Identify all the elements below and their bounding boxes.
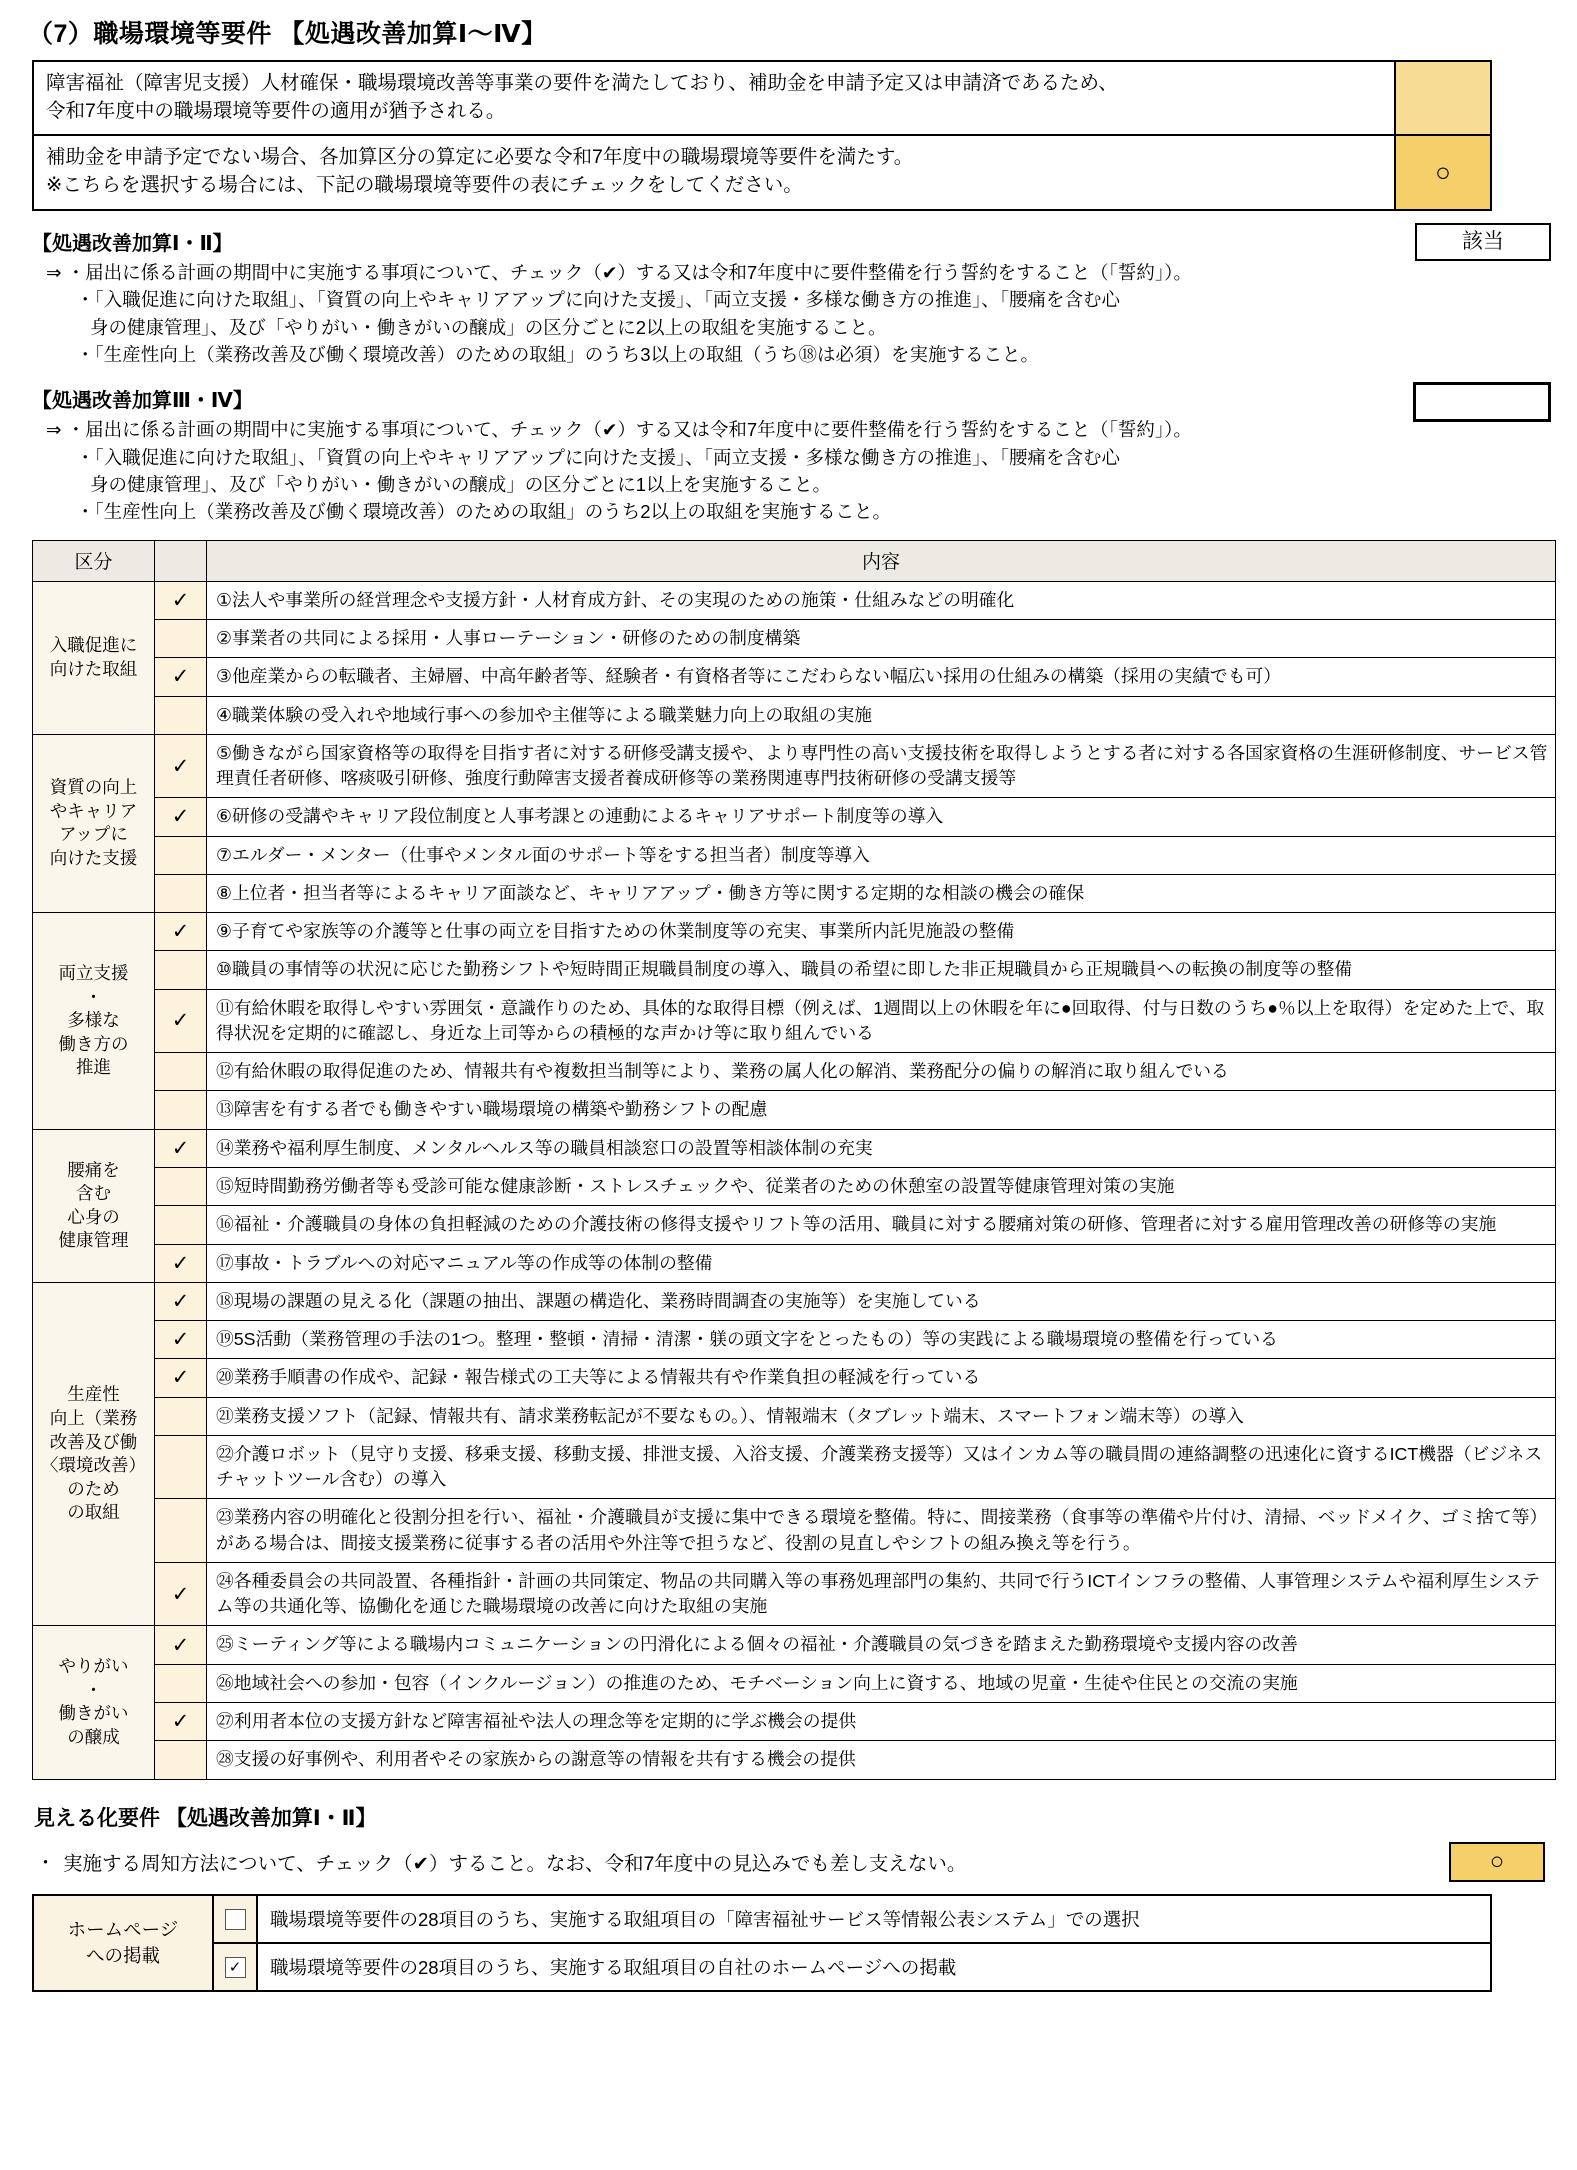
table-row xyxy=(33,1091,1556,1129)
table-row xyxy=(33,874,1556,912)
requirement-text: ⑦エルダー・メンター（仕事やメンタル面のサポート等をする担当者）制度等導入 xyxy=(207,836,1556,874)
table-row xyxy=(33,620,1556,658)
table-row xyxy=(33,734,1556,798)
requirement-text: ⑧上位者・担当者等によるキャリア面談など、キャリアアップ・働き方等に関する定期的な相談の機会の確保 xyxy=(207,874,1556,912)
table-row xyxy=(33,658,1556,696)
checkbox-cell[interactable]: ✓ xyxy=(155,1282,207,1320)
requirement-text: ①法人や事業所の経営理念や支援方針・人材育成方針、その実現のための施策・仕組みなどの明確化 xyxy=(207,581,1556,619)
table-row xyxy=(33,798,1556,836)
checkbox-cell[interactable]: ✓ xyxy=(155,581,207,619)
table-row xyxy=(33,1168,1556,1206)
kubun-cell: 両立支援 ・ 多様な 働き方の 推進 xyxy=(33,913,155,1130)
requirement-text: ⑥研修の受講やキャリア段位制度と人事考課との連動によるキャリアサポート制度等の導入 xyxy=(207,798,1556,836)
mieruka-instruction-row xyxy=(36,1842,1551,1882)
requirement-text: ㉒介護ロボット（見守り支援、移乗支援、移動支援、排泄支援、入浴支援、介護業務支援等）又はインカム等の職員間の連絡調整の迅速化に資するICT機器（ビジネスチャットツール含む）の導入 xyxy=(207,1435,1556,1499)
table-row xyxy=(33,696,1556,734)
column-header-check xyxy=(155,540,207,581)
kubun-cell: 資質の向上 やキャリア アップに 向けた支援 xyxy=(33,734,155,912)
status-badge-kasan-3-4[interactable] xyxy=(1413,382,1551,422)
table-row xyxy=(33,581,1556,619)
checkbox-cell[interactable] xyxy=(155,874,207,912)
section-heading-kasan-3-4: 【処遇改善加算Ⅲ・Ⅳ】 xyxy=(32,390,253,413)
section-line: ・「入職促進に向けた取組」、「資質の向上やキャリアアップに向けた支援」、「両立支援・多様な働き方の推進」、「腰痛を含む心 xyxy=(76,446,1120,468)
table-row xyxy=(33,1943,1491,1991)
table-row xyxy=(33,61,1491,135)
requirement-text: ⑯福祉・介護職員の身体の負担軽減のための介護技術の修得支援やリフト等の活用、職員に対する腰痛対策の研修、管理者に対する雇用管理改善の研修等の実施 xyxy=(207,1206,1556,1244)
checkbox-cell[interactable] xyxy=(155,1435,207,1499)
table-row xyxy=(33,989,1556,1053)
checkbox-icon[interactable] xyxy=(225,1909,246,1930)
section-line: ・「生産性向上（業務改善及び働く環境改善）のための取組」のうち2以上の取組を実施すること。 xyxy=(76,501,892,523)
requirement-text: ⑳業務手順書の作成や、記録・報告様式の工夫等による情報共有や作業負担の軽減を行っている xyxy=(207,1359,1556,1397)
table-row xyxy=(33,1435,1556,1499)
kubun-cell: やりがい ・ 働きがい の醸成 xyxy=(33,1626,155,1779)
homepage-publication-table xyxy=(32,1894,1492,1992)
requirement-text: ㉔各種委員会の共同設置、各種指針・計画の共同策定、物品の共同購入等の事務処理部門の集約、共同で行うICTインフラの整備、人事管理システムや福利厚生システム等の共通化等、協働化を通じた職場環境の改善に向けた取組の実施 xyxy=(207,1562,1556,1626)
checkbox-cell[interactable] xyxy=(155,951,207,989)
section-kasan-1-2 xyxy=(32,227,1551,369)
checkbox-cell[interactable]: ✓ xyxy=(155,658,207,696)
requirement-text: ⑪有給休暇を取得しやすい雰囲気・意識作りのため、具体的な取得目標（例えば、1週間以上の休暇を年に●回取得、付与日数のうち●％以上を取得）を定めた上で、取得状況を定期的に確認し、身近な上司等からの積極的な声かけ等に取り組んでいる xyxy=(207,989,1556,1053)
requirement-text: ⑭業務や福利厚生制度、メンタルヘルス等の職員相談窓口の設置等相談体制の充実 xyxy=(207,1129,1556,1167)
checkbox-cell[interactable] xyxy=(155,1741,207,1779)
table-row xyxy=(33,1895,1491,1943)
checkbox-cell[interactable]: ✓ xyxy=(155,1359,207,1397)
requirement-text: ⑤働きながら国家資格等の取得を目指す者に対する研修受講支援や、より専門性の高い支援技術を取得しようとする者に対する各国家資格の生涯研修制度、サービス管理責任者研修、喀痰吸引研修、強度行動障害支援者養成研修等の業務関連専門技術研修の受講支援等 xyxy=(207,734,1556,798)
requirement-text: ②事業者の共同による採用・人事ローテーション・研修のための制度構築 xyxy=(207,620,1556,658)
table-row xyxy=(33,1053,1556,1091)
homepage-checkbox-cell-1[interactable] xyxy=(213,1943,257,1991)
section-kasan-3-4 xyxy=(32,384,1551,526)
requirement-text: ⑰事故・トラブルへの対応マニュアル等の作成等の体制の整備 xyxy=(207,1244,1556,1282)
table-row xyxy=(33,1244,1556,1282)
table-row xyxy=(33,1741,1556,1779)
checkbox-cell[interactable] xyxy=(155,1664,207,1702)
requirement-text: ㉕ミーティング等による職場内コミュニケーションの円滑化による個々の福祉・介護職員の気づきを踏まえた勤務環境や支援内容の改善 xyxy=(207,1626,1556,1664)
checkbox-cell[interactable]: ✓ xyxy=(155,798,207,836)
column-header-kubun: 区分 xyxy=(33,540,155,581)
topbox-text-1: 補助金を申請予定でない場合、各加算区分の算定に必要な令和7年度中の職場環境等要件を満たす。 ※こちらを選択する場合には、下記の職場環境等要件の表にチェックをしてください。 xyxy=(33,135,1395,209)
checkbox-cell[interactable]: ✓ xyxy=(155,913,207,951)
section-line: ・「入職促進に向けた取組」、「資質の向上やキャリアアップに向けた支援」、「両立支援・多様な働き方の推進」、「腰痛を含む心 xyxy=(76,289,1120,311)
mieruka-instruction-text: 実施する周知方法について、チェック（✔）すること。なお、令和7年度中の見込みでも差し支えない。 xyxy=(63,1852,967,1875)
table-row xyxy=(33,951,1556,989)
checkbox-cell[interactable]: ✓ xyxy=(155,1244,207,1282)
requirement-text: ㉓業務内容の明確化と役割分担を行い、福祉・介護職員が支援に集中できる環境を整備。特に、間接業務（食事等の準備や片付け、清掃、ベッドメイク、ゴミ捨て等）がある場合は、間接支援業務に従事する者の活用や外注等で担うなど、役割の見直しやシフトの組み換え等を行う。 xyxy=(207,1499,1556,1563)
section-heading-kasan-1-2: 【処遇改善加算Ⅰ・Ⅱ】 xyxy=(32,232,233,255)
yuyo-selection-table xyxy=(32,60,1492,211)
checkbox-cell[interactable]: ✓ xyxy=(155,1702,207,1740)
checkbox-cell[interactable] xyxy=(155,1168,207,1206)
checkbox-cell[interactable] xyxy=(155,1053,207,1091)
kubun-cell: 入職促進に 向けた取組 xyxy=(33,581,155,734)
table-row xyxy=(33,1702,1556,1740)
kubun-cell: 生産性 向上（業務 改善及び働 〈環境改善） のため の取組 xyxy=(33,1282,155,1626)
requirement-text: ⑫有給休暇の取得促進のため、情報共有や複数担当制等により、業務の属人化の解消、業務配分の偏りの解消に取り組んでいる xyxy=(207,1053,1556,1091)
section-line: 身の健康管理」、及び「やりがい・働きがいの醸成」の区分ごとに2以上の取組を実施すること。 xyxy=(90,316,887,338)
kubun-cell: 腰痛を 含む 心身の 健康管理 xyxy=(33,1129,155,1282)
requirement-text: ㉑業務支援ソフト（記録、情報共有、請求業務転記が不要なもの。）、情報端末（タブレット端末、スマートフォン端末等）の導入 xyxy=(207,1397,1556,1435)
checkbox-cell[interactable]: ✓ xyxy=(155,1562,207,1626)
table-row xyxy=(33,1664,1556,1702)
table-row xyxy=(33,1499,1556,1563)
requirement-text: ④職業体験の受入れや地域行事への参加や主催等による職業魅力向上の取組の実施 xyxy=(207,696,1556,734)
requirement-text: ⑩職員の事情等の状況に応じた勤務シフトや短時間正規職員制度の導入、職員の希望に即した非正規職員から正規職員への転換の制度等の整備 xyxy=(207,951,1556,989)
table-row xyxy=(33,1626,1556,1664)
section-body-kasan-1-2 xyxy=(32,259,1551,369)
section-line: ⇒ ・届出に係る計画の期間中に実施する事項について、チェック（✔）する又は令和7年度中に要件整備を行う誓約をすること（「誓約」）。 xyxy=(46,261,1192,283)
requirement-text: ㉘支援の好事例や、利用者やその家族からの謝意等の情報を共有する機会の提供 xyxy=(207,1741,1556,1779)
table-row xyxy=(33,135,1491,209)
bullet-icon: ・ xyxy=(36,1853,56,1875)
homepage-text-1: 職場環境等要件の28項目のうち、実施する取組項目の自社のホームページへの掲載 xyxy=(257,1943,1491,1991)
requirement-text: ⑨子育てや家族等の介護等と仕事の両立を目指すための休業制度等の充実、事業所内託児施設の整備 xyxy=(207,913,1556,951)
table-row xyxy=(33,1206,1556,1244)
table-header-row xyxy=(33,540,1556,581)
requirement-text: ⑬障害を有する者でも働きやすい職場環境の構築や勤務シフトの配慮 xyxy=(207,1091,1556,1129)
mieruka-mark[interactable]: ○ xyxy=(1449,1842,1545,1882)
mieruka-title: 見える化要件 【処遇改善加算Ⅰ・Ⅱ】 xyxy=(34,1806,377,1830)
homepage-table-body xyxy=(33,1895,1491,1991)
table-row xyxy=(33,1397,1556,1435)
section-line: ・「生産性向上（業務改善及び働く環境改善）のための取組」のうち3以上の取組（うち⑱は必須）を実施すること。 xyxy=(76,343,1040,365)
homepage-text-0: 職場環境等要件の28項目のうち、実施する取組項目の「障害福祉サービス等情報公表システム」での選択 xyxy=(257,1895,1491,1943)
topbox-mark-0[interactable] xyxy=(1395,61,1491,135)
table-row xyxy=(33,1129,1556,1167)
checkbox-cell[interactable] xyxy=(155,620,207,658)
homepage-checkbox-cell-0[interactable] xyxy=(213,1895,257,1943)
column-header-content: 内容 xyxy=(207,540,1556,581)
table-row xyxy=(33,1562,1556,1626)
section-line: ⇒ ・届出に係る計画の期間中に実施する事項について、チェック（✔）する又は令和7年度中に要件整備を行う誓約をすること（「誓約」）。 xyxy=(46,419,1192,441)
table-head xyxy=(33,540,1556,581)
page-title: （7）職場環境等要件 【処遇改善加算Ⅰ～Ⅳ】 xyxy=(28,20,547,48)
status-badge-kasan-1-2[interactable]: 該当 xyxy=(1415,223,1551,261)
table-row xyxy=(33,1282,1556,1320)
checkbox-cell[interactable] xyxy=(155,1091,207,1129)
table-body xyxy=(33,581,1556,1779)
checkbox-cell[interactable] xyxy=(155,696,207,734)
homepage-label-cell: ホームページ への掲載 xyxy=(33,1895,213,1991)
workplace-requirements-table xyxy=(32,540,1556,1780)
requirement-text: ⑲5S活動（業務管理の手法の1つ。整理・整頓・清掃・清潔・躾の頭文字をとったもの）等の実践による職場環境の整備を行っている xyxy=(207,1321,1556,1359)
checkbox-cell[interactable]: ✓ xyxy=(155,989,207,1053)
requirement-text: ⑱現場の課題の見える化（課題の抽出、課題の構造化、業務時間調査の実施等）を実施している xyxy=(207,1282,1556,1320)
section-body-kasan-3-4 xyxy=(32,416,1551,526)
checkbox-cell[interactable]: ✓ xyxy=(155,734,207,798)
requirement-text: ㉖地域社会への参加・包容（インクルージョン）の推進のため、モチベーション向上に資する、地域の児童・生徒や住民との交流の実施 xyxy=(207,1664,1556,1702)
checkbox-cell[interactable] xyxy=(155,836,207,874)
topbox-body xyxy=(33,61,1491,210)
checkbox-cell[interactable]: ✓ xyxy=(155,1626,207,1664)
requirement-text: ③他産業からの転職者、主婦層、中高年齢者等、経験者・有資格者等にこだわらない幅広い採用の仕組みの構築（採用の実績でも可） xyxy=(207,658,1556,696)
checkbox-cell[interactable]: ✓ xyxy=(155,1321,207,1359)
topbox-mark-1[interactable]: ○ xyxy=(1395,135,1491,209)
section-line: 身の健康管理」、及び「やりがい・働きがいの醸成」の区分ごとに1以上を実施すること。 xyxy=(90,474,832,495)
checkbox-icon[interactable]: ✓ xyxy=(225,1957,246,1978)
requirement-text: ㉗利用者本位の支援方針など障害福祉や法人の理念等を定期的に学ぶ機会の提供 xyxy=(207,1702,1556,1740)
table-row xyxy=(33,1321,1556,1359)
topbox-text-0: 障害福祉（障害児支援）人材確保・職場環境改善等事業の要件を満たしており、補助金を申請予定又は申請済であるため、 令和7年度中の職場環境等要件の適用が猶予される。 xyxy=(33,61,1395,135)
table-row xyxy=(33,913,1556,951)
table-row xyxy=(33,1359,1556,1397)
table-row xyxy=(33,836,1556,874)
checkbox-cell[interactable] xyxy=(155,1499,207,1563)
checkbox-cell[interactable] xyxy=(155,1397,207,1435)
requirement-text: ⑮短時間勤務労働者等も受診可能な健康診断・ストレスチェックや、従業者のための休憩室の設置等健康管理対策の実施 xyxy=(207,1168,1556,1206)
checkbox-cell[interactable] xyxy=(155,1206,207,1244)
checkbox-cell[interactable]: ✓ xyxy=(155,1129,207,1167)
